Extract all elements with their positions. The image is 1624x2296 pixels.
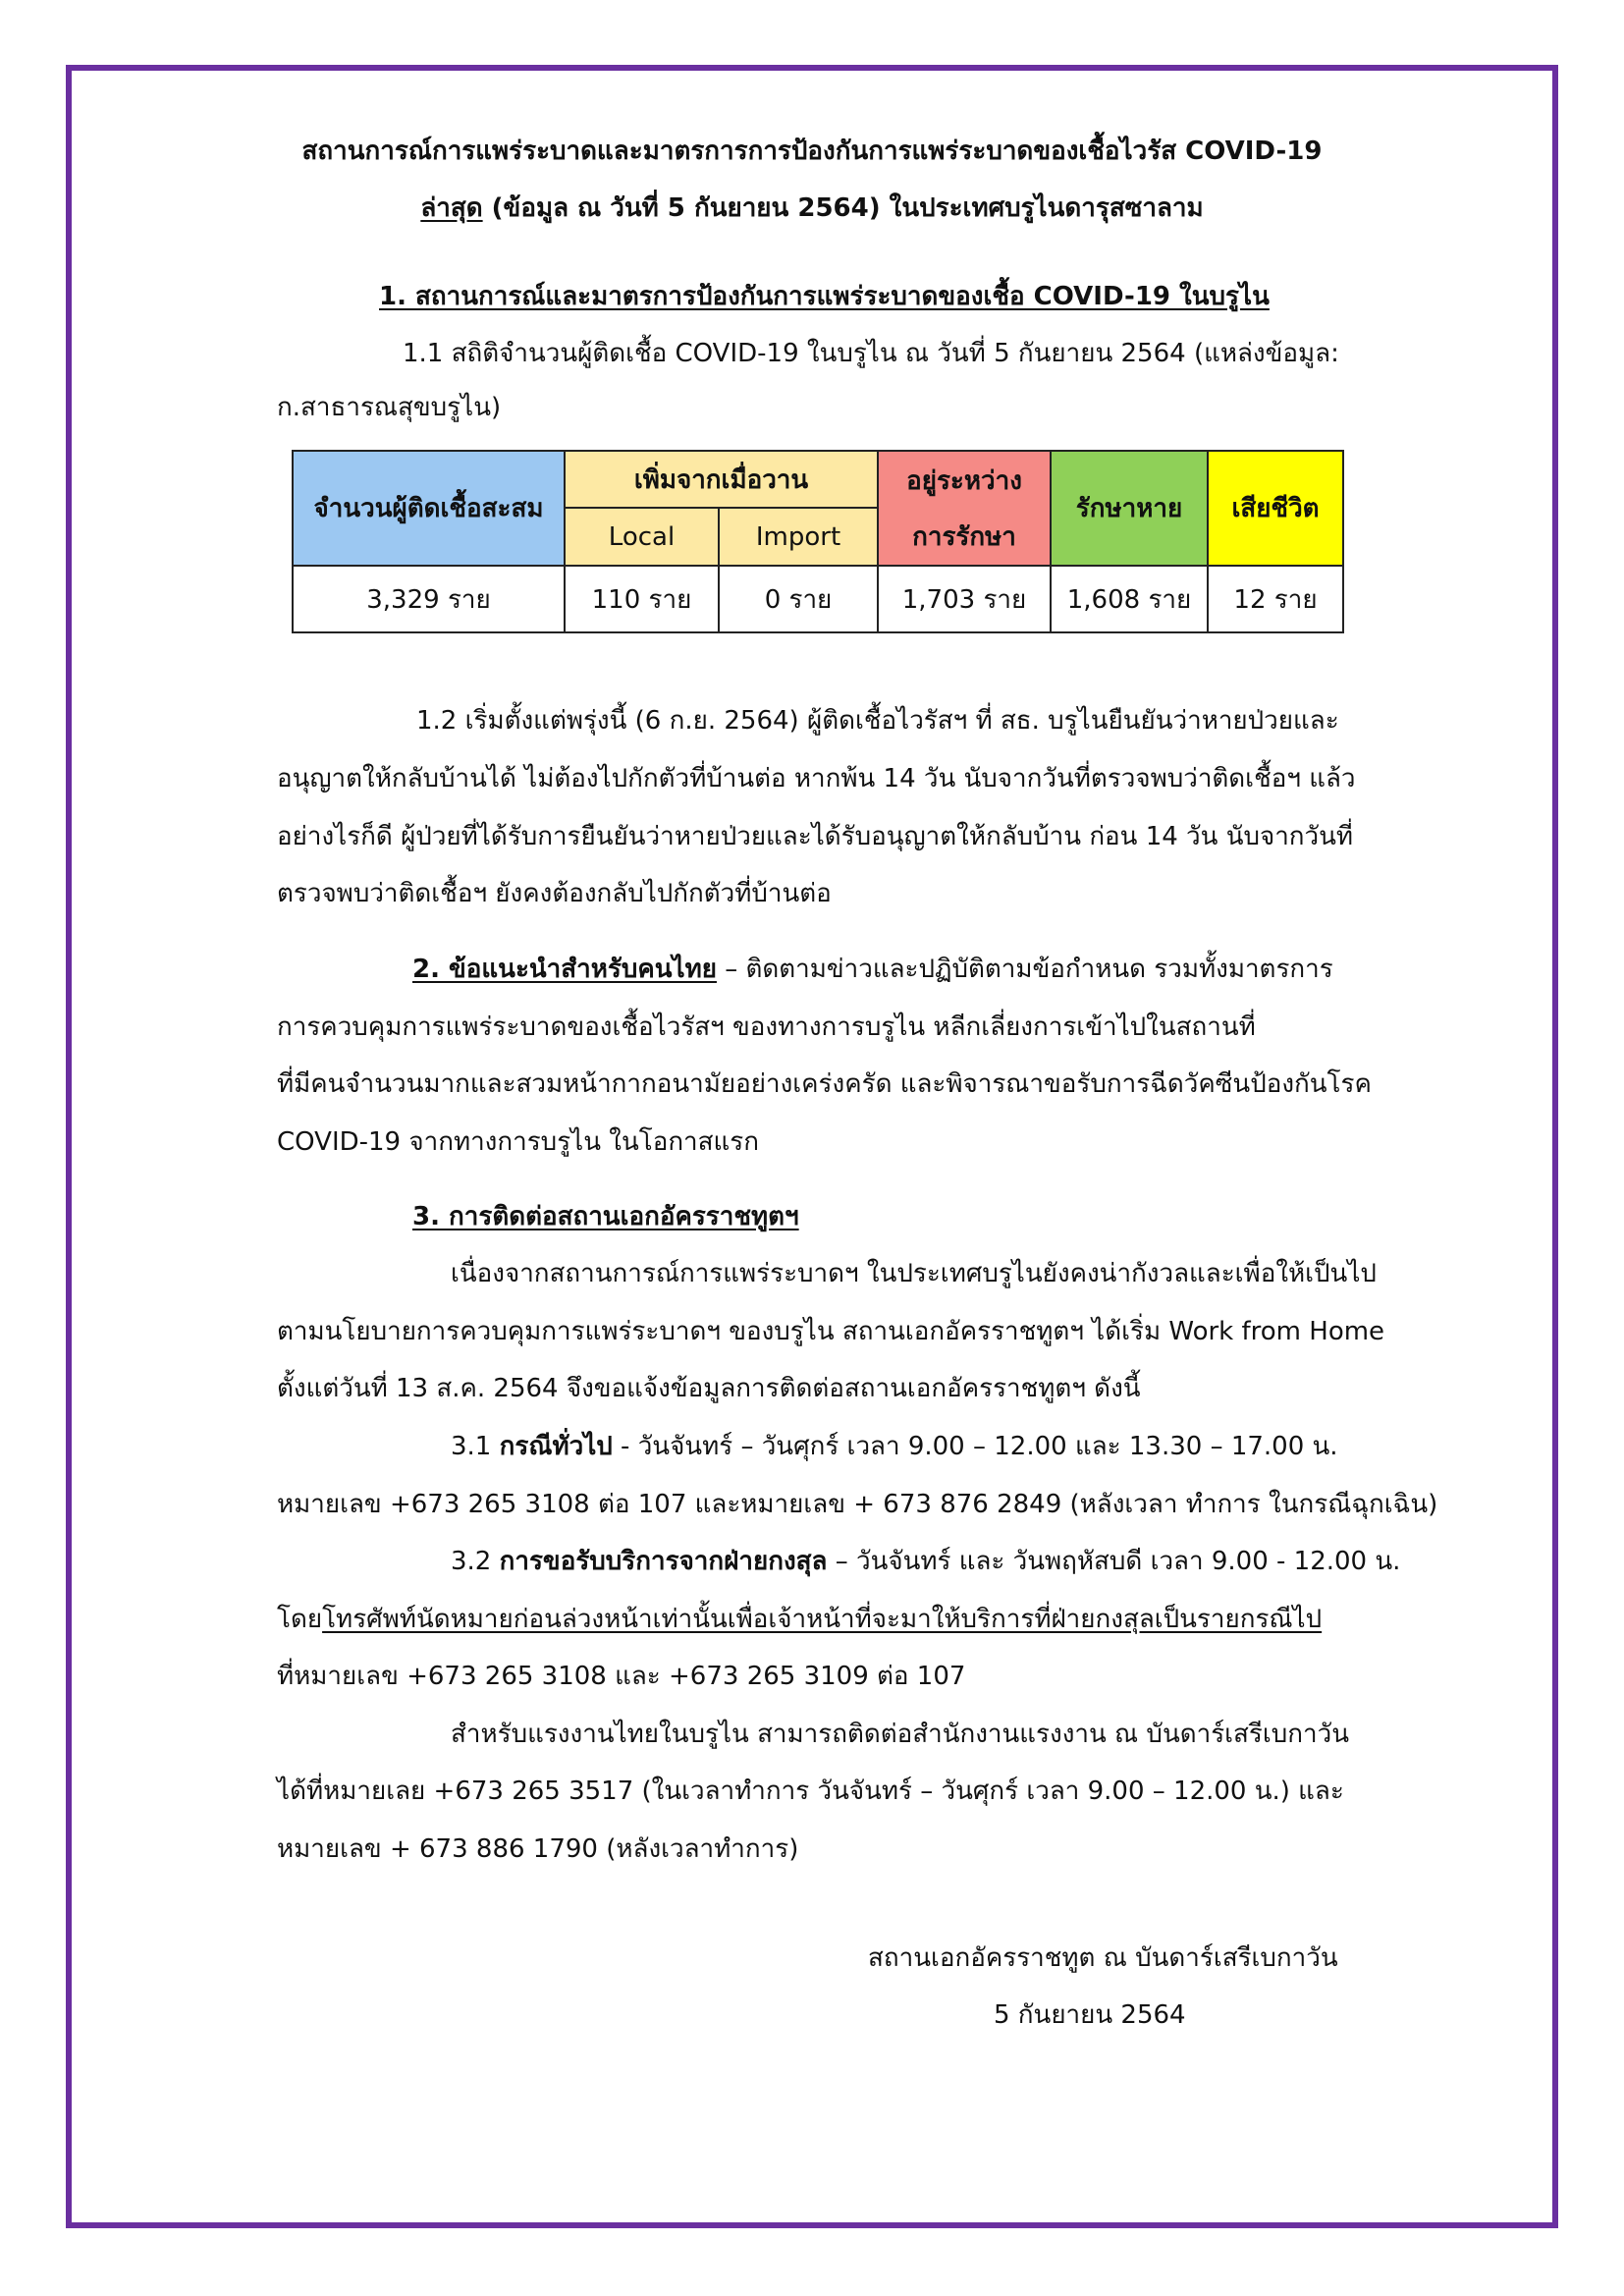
section-3-intro-line-2: ตามนโยบายการควบคุมการแพร่ระบาดฯ ของบรูไน สถานเอกอัครราชทูตฯ ได้เริ่ม Work from Home [277,1317,1385,1346]
section-3-1-line-2: หมายเลข +673 265 3108 ต่อ 107 และหมายเลข + 673 876 2849 (หลังเวลา ทำการ ในกรณีฉุกเฉิน) [277,1490,1438,1519]
labor-office-line-2: ได้ที่หมายเลย +673 265 3517 (ในเวลาทำการ วันจันทร์ – วันศุกร์ เวลา 9.00 – 12.00 น.) และ [277,1777,1344,1806]
labor-office-line-3: หมายเลข + 673 886 1790 (หลังเวลาทำการ) [277,1834,799,1864]
header-total-cases: จำนวนผู้ติดเชื้อสะสม [293,451,565,566]
header-import: Import [719,508,878,566]
section-3-2-line-2 [277,1603,1322,1636]
section-1-2-line-1: 1.2 เริ่มตั้งแต่พรุ่งนี้ (6 ก.ย. 2564) ผู้ติดเชื้อไวรัสฯ ที่ สธ. บรูไนยืนยันว่าหายป่วยและ [416,706,1339,736]
section-3-1-label: กรณีทั่วไป [499,1432,613,1461]
section-3-2-rest: – วันจันทร์ และ วันพฤหัสบดี เวลา 9.00 - 12.00 น. [827,1547,1401,1576]
section-1-2-line-4: ตรวจพบว่าติดเชื้อฯ ยังคงต้องกลับไปกักตัวที่บ้านต่อ [277,879,832,908]
title-line-1: สถานการณ์การแพร่ระบาดและมาตรการการป้องกันการแพร่ระบาดของเชื้อไวรัส COVID-19 [301,137,1323,166]
value-under-treatment: 1,703 ราย [878,566,1051,632]
section-2-line-2: การควบคุมการแพร่ระบาดของเชื้อไวรัสฯ ของทางการบรูไน หลีกเลี่ยงการเข้าไปในสถานที่ [277,1012,1256,1042]
section-3-2-appointment-note: โทรศัพท์นัดหมายก่อนล่วงหน้าเท่านั้นเพื่อเจ้าหน้าที่จะมาให้บริการที่ฝ่ายกงสุลเป็นรายกรณีไป [322,1605,1323,1634]
section-1-1-line-1: 1.1 สถิติจำนวนผู้ติดเชื้อ COVID-19 ในบรูไน ณ วันที่ 5 กันยายน 2564 (แหล่งข้อมูล: [403,339,1339,368]
table-header-row [293,451,1343,508]
section-2-line-1-rest: – ติดตามข่าวและปฏิบัติตามข้อกำหนด รวมทั้งมาตรการ [716,955,1333,984]
section-3-2-prefix: 3.2 [451,1547,500,1576]
signature-organization: สถานเอกอัครราชทูต ณ บันดาร์เสรีเบกาวัน [868,1943,1338,1973]
title-line-2-rest: (ข้อมูล ณ วันที่ 5 กันยายน 2564) ในประเทศบรูไนดารุสซาลาม [482,193,1204,223]
header-under-treatment-line-1: อยู่ระหว่าง [906,465,1022,496]
header-local: Local [565,508,719,566]
section-3-intro-line-1: เนื่องจากสถานการณ์การแพร่ระบาดฯ ในประเทศบรูไนยังคงน่ากังวลและเพื่อให้เป็นไป [451,1259,1377,1288]
covid-stats-table [292,450,1344,633]
section-2-heading: 2. ข้อแนะนำสำหรับคนไทย [412,955,717,984]
section-2-line-3: ที่มีคนจำนวนมากและสวมหน้ากากอนามัยอย่างเคร่งครัด และพิจารณาขอรับการฉีดวัคซีนป้องกันโรค [277,1069,1372,1099]
title-line-2 [0,191,1624,225]
header-new-cases: เพิ่มจากเมื่อวาน [565,451,878,508]
labor-office-line-1: สำหรับแรงงานไทยในบรูไน สามารถติดต่อสำนักงานแรงงาน ณ บันดาร์เสรีเบกาวัน [451,1720,1349,1749]
header-recovered: รักษาหาย [1051,451,1208,566]
section-3-intro-line-3: ตั้งแต่วันที่ 13 ส.ค. 2564 จึงขอแจ้งข้อมูลการติดต่อสถานเอกอัครราชทูตฯ ดังนี้ [277,1374,1141,1403]
section-1-1-line-2: ก.สาธารณสุขบรูไน) [277,393,502,422]
section-2-line-4: COVID-19 จากทางการบรูไน ในโอกาสแรก [277,1127,759,1157]
header-under-treatment-line-2: การรักษา [912,521,1016,552]
section-1-heading: 1. สถานการณ์และมาตรการป้องกันการแพร่ระบาดของเชื้อ COVID-19 ในบรูไน [379,282,1270,311]
section-3-1-prefix: 3.1 [451,1432,500,1461]
signature-date: 5 กันยายน 2564 [994,2000,1186,2030]
value-import: 0 ราย [719,566,878,632]
section-3-2-line-3: ที่หมายเลข +673 265 3108 และ +673 265 3109 ต่อ 107 [277,1662,966,1691]
section-1-2-line-3: อย่างไรก็ดี ผู้ป่วยที่ได้รับการยืนยันว่าหายป่วยและได้รับอนุญาตให้กลับบ้าน ก่อน 14 วัน นับจากวันที่ [277,822,1354,851]
section-3-1-line-1 [451,1430,1338,1463]
value-total-cases: 3,329 ราย [293,566,565,632]
table-row [293,566,1343,632]
section-2-line-1 [412,953,1333,986]
value-recovered: 1,608 ราย [1051,566,1208,632]
section-3-heading: 3. การติดต่อสถานเอกอัครราชทูตฯ [412,1202,799,1231]
section-3-2-line-1 [451,1545,1400,1578]
section-3-2-line-2-prefix: โดย [277,1605,323,1634]
header-deaths: เสียชีวิต [1208,451,1343,566]
section-3-2-label: การขอรับบริการจากฝ่ายกงสุล [499,1547,828,1576]
header-under-treatment [878,451,1051,566]
title-latest: ล่าสุด [420,193,483,223]
section-3-1-rest: - วันจันทร์ – วันศุกร์ เวลา 9.00 – 12.00 และ 13.30 – 17.00 น. [612,1432,1338,1461]
section-1-2-line-2: อนุญาตให้กลับบ้านได้ ไม่ต้องไปกักตัวที่บ้านต่อ หากพ้น 14 วัน นับจากวันที่ตรวจพบว่าติดเชื้อฯ แล้ว [277,764,1356,793]
value-deaths: 12 ราย [1208,566,1343,632]
value-local: 110 ราย [565,566,719,632]
